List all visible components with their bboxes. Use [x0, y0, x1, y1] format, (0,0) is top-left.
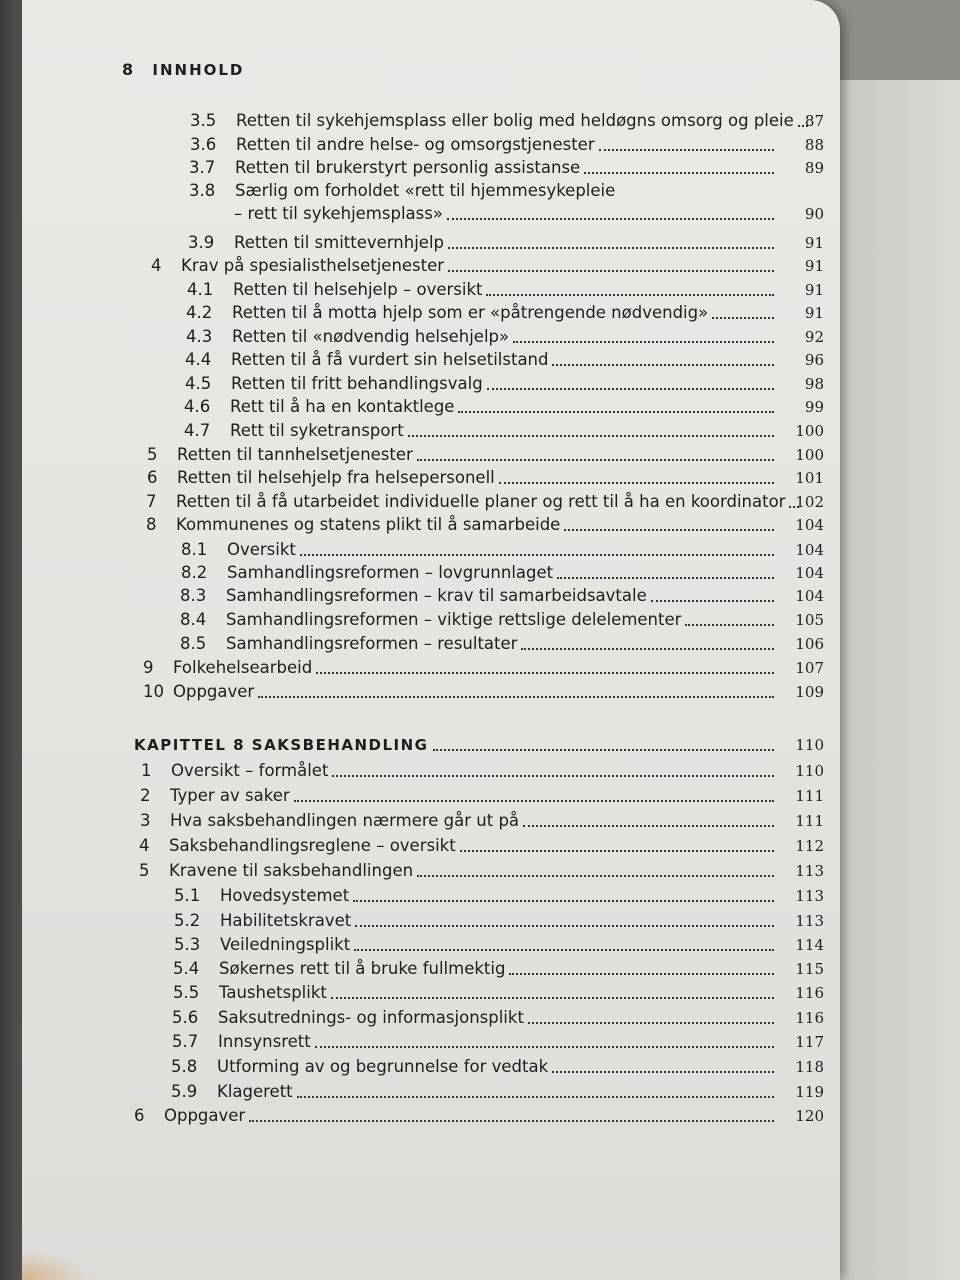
- entry-title: Retten til smittevernhjelp: [234, 233, 445, 252]
- entry-title: Saksutrednings- og informasjonsplikt: [218, 1008, 524, 1027]
- entry-page-number: 104: [795, 516, 824, 534]
- entry-number: 8.1: [181, 540, 208, 559]
- toc-entry: [140, 810, 824, 832]
- entry-page-number: 99: [804, 398, 824, 416]
- toc-entry: [234, 203, 824, 225]
- leader-dots: [460, 849, 774, 852]
- header-title: INNHOLD: [152, 61, 245, 79]
- toc-entry: [139, 860, 824, 882]
- entry-title: Samhandlingsreformen – viktige rettslige delelementer: [226, 610, 682, 629]
- entry-number: 4.1: [187, 280, 214, 299]
- toc-entry: [189, 157, 824, 179]
- entry-number: 5.8: [171, 1057, 198, 1076]
- entry-page-number: 109: [795, 683, 824, 701]
- thumb-shadow: [22, 1250, 92, 1280]
- entry-title: Taushetsplikt: [219, 983, 327, 1002]
- entry-title: Kommunenes og statens plikt til å samarbeide: [176, 515, 561, 534]
- entry-page-number: 110: [795, 736, 824, 754]
- entry-number: 3.7: [189, 158, 216, 177]
- entry-page-number: 91: [804, 281, 824, 299]
- entry-number: 3.9: [188, 233, 215, 252]
- toc-entry: [174, 885, 824, 907]
- running-header: [122, 60, 244, 79]
- toc-entry: [190, 110, 824, 132]
- leader-dots: [433, 748, 775, 751]
- leader-dots: [509, 972, 774, 975]
- leader-dots: [521, 647, 774, 650]
- entry-page-number: 112: [795, 837, 824, 855]
- toc-entry: [171, 1056, 824, 1078]
- entry-number: 4.3: [186, 327, 213, 346]
- leader-dots: [499, 481, 774, 484]
- toc-entry: [147, 444, 824, 466]
- leader-dots: [249, 1119, 774, 1122]
- leader-dots: [258, 695, 774, 698]
- entry-page-number: 106: [795, 635, 824, 653]
- leader-dots: [332, 774, 774, 777]
- entry-number: 9: [143, 658, 154, 677]
- toc-entry: [140, 785, 824, 807]
- toc-entry: [146, 491, 824, 513]
- entry-number: 4.5: [185, 374, 212, 393]
- entry-page-number: 114: [795, 936, 824, 954]
- entry-title: Veiledningsplikt: [220, 935, 351, 954]
- entry-title: Særlig om forholdet «rett til hjemmesykepleie: [235, 181, 616, 200]
- entry-page-number: 91: [804, 257, 824, 275]
- leader-dots: [552, 363, 774, 366]
- book-page: [22, 0, 840, 1280]
- toc-entry: [173, 982, 824, 1004]
- entry-page-number: 89: [804, 159, 824, 177]
- entry-title: Retten til å få utarbeidet individuelle planer og rett til å ha en koordinator: [176, 492, 786, 511]
- entry-title: Hva saksbehandlingen nærmere går ut på: [170, 811, 520, 830]
- toc-entry: [181, 539, 824, 561]
- toc-entry: [181, 562, 824, 584]
- entry-number: 10: [143, 682, 164, 701]
- leader-dots: [316, 671, 774, 674]
- entry-title: Retten til tannhelsetjenester: [177, 445, 413, 464]
- toc-entry: [141, 760, 824, 782]
- entry-page-number: 101: [795, 469, 824, 487]
- entry-number: 4: [139, 836, 150, 855]
- toc-entry: [143, 681, 824, 703]
- entry-number: 6: [147, 468, 158, 487]
- entry-title: Samhandlingsreformen – resultater: [226, 634, 518, 653]
- toc-entry: [187, 279, 824, 301]
- entry-title: Folkehelsearbeid: [173, 658, 313, 677]
- toc-entry: [180, 609, 824, 631]
- entry-page-number: 102: [795, 493, 824, 511]
- entry-number: 4: [151, 256, 162, 275]
- leader-dots: [513, 340, 774, 343]
- next-page-edge: [840, 80, 960, 1280]
- leader-dots: [448, 269, 774, 272]
- leader-dots: [712, 316, 774, 319]
- leader-dots: [353, 899, 774, 902]
- header-page-number: 8: [122, 60, 136, 79]
- toc-entry: [174, 910, 824, 932]
- entry-page-number: 110: [795, 762, 824, 780]
- entry-page-number: 100: [795, 446, 824, 464]
- leader-dots: [447, 217, 774, 220]
- entry-number: 1: [141, 761, 152, 780]
- chapter-heading-row: [134, 734, 824, 756]
- entry-title: Samhandlingsreformen – lovgrunnlaget: [227, 563, 554, 582]
- entry-number: 8.2: [181, 563, 208, 582]
- entry-title: Rett til syketransport: [230, 421, 404, 440]
- entry-title: KAPITTEL 8 SAKSBEHANDLING: [134, 736, 429, 754]
- entry-page-number: 104: [795, 587, 824, 605]
- entry-title: – rett til sykehjemsplass»: [234, 204, 443, 223]
- entry-title: Habilitetskravet: [220, 911, 352, 930]
- leader-dots: [417, 874, 774, 877]
- entry-number: 2: [140, 786, 151, 805]
- entry-title: Samhandlingsreformen – krav til samarbeidsavtale: [226, 586, 647, 605]
- entry-page-number: 116: [795, 984, 824, 1002]
- leader-dots: [300, 553, 774, 556]
- toc-entry: [180, 633, 824, 655]
- entry-title: Retten til sykehjemsplass eller bolig med heldøgns omsorg og pleie: [236, 111, 794, 130]
- entry-page-number: 113: [795, 862, 824, 880]
- toc-entry: [171, 1081, 824, 1103]
- leader-dots: [408, 434, 774, 437]
- entry-number: 4.7: [184, 421, 211, 440]
- entry-page-number: 115: [795, 960, 824, 978]
- toc-entry: [172, 1031, 824, 1053]
- leader-dots: [685, 623, 774, 626]
- entry-page-number: 120: [795, 1107, 824, 1125]
- leader-dots: [297, 1095, 774, 1098]
- entry-page-number: 87: [804, 112, 824, 130]
- entry-number: 5.6: [172, 1008, 199, 1027]
- entry-number: 5.7: [172, 1032, 199, 1051]
- toc-entry: [143, 657, 824, 679]
- leader-dots: [448, 246, 774, 249]
- entry-title: Retten til helsehjelp – oversikt: [233, 280, 483, 299]
- leader-dots: [599, 148, 774, 151]
- toc-entry: [189, 180, 782, 202]
- entry-title: Klagerett: [217, 1082, 293, 1101]
- entry-number: 8.4: [180, 610, 207, 629]
- entry-title: Søkernes rett til å bruke fullmektig: [219, 959, 506, 978]
- entry-number: 5.3: [174, 935, 201, 954]
- toc-entry: [184, 396, 824, 418]
- entry-number: 3.6: [190, 135, 217, 154]
- entry-number: 3: [140, 811, 151, 830]
- entry-number: 4.2: [186, 303, 213, 322]
- toc-entry: [186, 302, 824, 324]
- entry-title: Utforming av og begrunnelse for vedtak: [217, 1057, 549, 1076]
- entry-page-number: 104: [795, 564, 824, 582]
- leader-dots: [331, 996, 774, 999]
- entry-page-number: 90: [804, 205, 824, 223]
- entry-title: Krav på spesialisthelsetjenester: [181, 256, 445, 275]
- entry-page-number: 100: [795, 422, 824, 440]
- toc-entry: [184, 420, 824, 442]
- entry-number: 6: [134, 1106, 145, 1125]
- entry-title: Oversikt: [227, 540, 296, 559]
- toc-entry: [174, 934, 824, 956]
- entry-number: 5.5: [173, 983, 200, 1002]
- leader-dots: [528, 1021, 774, 1024]
- entry-title: Retten til å motta hjelp som er «påtrengende nødvendig»: [232, 303, 709, 322]
- leader-dots: [355, 924, 774, 927]
- entry-page-number: 113: [795, 912, 824, 930]
- toc-entry: [185, 373, 824, 395]
- entry-page-number: 104: [795, 541, 824, 559]
- entry-number: 4.4: [185, 350, 212, 369]
- entry-page-number: 111: [795, 812, 824, 830]
- entry-page-number: 107: [795, 659, 824, 677]
- entry-number: 7: [146, 492, 157, 511]
- entry-number: 8: [146, 515, 157, 534]
- leader-dots: [564, 528, 774, 531]
- entry-number: 5: [147, 445, 158, 464]
- entry-title: Retten til helsehjelp fra helsepersonell: [177, 468, 495, 487]
- entry-page-number: 92: [804, 328, 824, 346]
- toc-entry: [185, 349, 824, 371]
- toc-entry: [188, 232, 824, 254]
- entry-number: 4.6: [184, 397, 211, 416]
- entry-title: Kravene til saksbehandlingen: [169, 861, 414, 880]
- entry-title: Innsynsrett: [218, 1032, 311, 1051]
- entry-number: 3.5: [190, 111, 217, 130]
- toc-entry: [147, 467, 824, 489]
- entry-title: Oppgaver: [164, 1106, 246, 1125]
- toc-entry: [146, 514, 824, 536]
- toc-entry: [180, 585, 824, 607]
- entry-number: 5: [139, 861, 150, 880]
- entry-title: Retten til fritt behandlingsvalg: [231, 374, 483, 393]
- toc-entry: [134, 1105, 824, 1127]
- leader-dots: [486, 293, 774, 296]
- entry-title: Oversikt – formålet: [171, 761, 329, 780]
- toc-entry: [151, 255, 824, 277]
- leader-dots: [315, 1045, 774, 1048]
- entry-number: 3.8: [189, 181, 216, 200]
- entry-title: Retten til andre helse- og omsorgstjenester: [236, 135, 595, 154]
- leader-dots: [458, 410, 774, 413]
- entry-number: 8.3: [180, 586, 207, 605]
- entry-title: Oppgaver: [173, 682, 255, 701]
- leader-dots: [651, 599, 774, 602]
- entry-page-number: 96: [804, 351, 824, 369]
- toc-entry: [139, 835, 824, 857]
- entry-page-number: 116: [795, 1009, 824, 1027]
- entry-number: 5.9: [171, 1082, 198, 1101]
- entry-page-number: 91: [804, 304, 824, 322]
- toc-entry: [186, 326, 824, 348]
- leader-dots: [294, 799, 774, 802]
- entry-title: Hovedsystemet: [220, 886, 350, 905]
- leader-dots: [552, 1070, 774, 1073]
- entry-page-number: 105: [795, 611, 824, 629]
- leader-dots: [584, 171, 774, 174]
- entry-page-number: 113: [795, 887, 824, 905]
- entry-title: Typer av saker: [170, 786, 290, 805]
- leader-dots: [557, 576, 774, 579]
- entry-page-number: 98: [804, 375, 824, 393]
- entry-page-number: 117: [795, 1033, 824, 1051]
- entry-page-number: 88: [804, 136, 824, 154]
- entry-title: Rett til å ha en kontaktlege: [230, 397, 455, 416]
- entry-number: 5.4: [173, 959, 200, 978]
- entry-page-number: 111: [795, 787, 824, 805]
- toc-entry: [190, 134, 824, 156]
- entry-page-number: 91: [804, 234, 824, 252]
- entry-title: Saksbehandlingsreglene – oversikt: [169, 836, 456, 855]
- entry-title: Retten til brukerstyrt personlig assistanse: [235, 158, 581, 177]
- entry-number: 8.5: [180, 634, 207, 653]
- entry-number: 5.2: [174, 911, 201, 930]
- entry-number: 5.1: [174, 886, 201, 905]
- toc-entry: [172, 1007, 824, 1029]
- entry-title: Retten til å få vurdert sin helsetilstand: [231, 350, 549, 369]
- leader-dots: [487, 387, 774, 390]
- entry-page-number: 119: [795, 1083, 824, 1101]
- entry-title: Retten til «nødvendig helsehjelp»: [232, 327, 510, 346]
- leader-dots: [523, 824, 774, 827]
- leader-dots: [417, 458, 774, 461]
- toc-entry: [173, 958, 824, 980]
- entry-page-number: 118: [795, 1058, 824, 1076]
- leader-dots: [354, 948, 774, 951]
